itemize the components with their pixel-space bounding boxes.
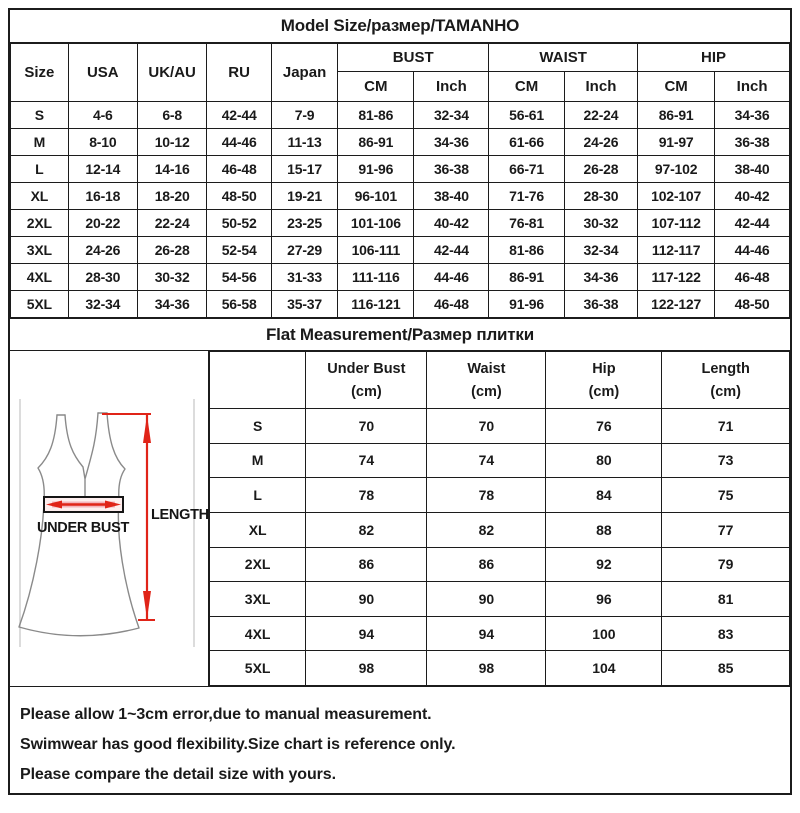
- note-line: Please allow 1~3cm error,due to manual measurement.: [20, 706, 432, 723]
- waist-cm-cell: 81-86: [489, 237, 565, 264]
- bust-cm-cell: 116-121: [338, 291, 414, 318]
- waist-cm-cell: 66-71: [489, 156, 565, 183]
- waist-inch-cell: 28-30: [564, 183, 637, 210]
- note-line: Please compare the detail size with yours.: [20, 766, 336, 783]
- hip-cell: 76: [546, 409, 662, 444]
- hip-cell: 96: [546, 582, 662, 617]
- hip-inch-cell: 40-42: [715, 183, 790, 210]
- hip-cm-cell: 107-112: [638, 210, 715, 237]
- hip-cm-cell: 97-102: [638, 156, 715, 183]
- hip-cell: 88: [546, 512, 662, 547]
- table-row: [11, 210, 790, 237]
- ru-cell: 42-44: [207, 102, 272, 129]
- bust-inch-cell: 36-38: [414, 156, 489, 183]
- waist-cell: 98: [427, 651, 546, 686]
- hip-cell: 100: [546, 616, 662, 651]
- japan-cell: 19-21: [271, 183, 337, 210]
- waist-inch-cell: 26-28: [564, 156, 637, 183]
- header-line1: Waist: [467, 360, 506, 377]
- table-row: [11, 237, 790, 264]
- table-row: [210, 443, 790, 478]
- table-row: [11, 156, 790, 183]
- under-bust-cell: 94: [306, 616, 427, 651]
- dress-diagram-svg: [10, 351, 209, 686]
- usa-cell: 20-22: [68, 210, 137, 237]
- waist-cell: 78: [427, 478, 546, 513]
- model-size-title: Model Size/размер/TAMANHO: [10, 10, 790, 43]
- waist-inch-cell: 22-24: [564, 102, 637, 129]
- ru-cell: 56-58: [207, 291, 272, 318]
- japan-cell: 11-13: [271, 129, 337, 156]
- col-header-under-bust: [306, 352, 427, 409]
- uk-au-cell: 14-16: [137, 156, 206, 183]
- bust-cm-cell: 106-111: [338, 237, 414, 264]
- hip-inch-cell: 48-50: [715, 291, 790, 318]
- japan-cell: 27-29: [271, 237, 337, 264]
- flat-measurement-title: Flat Measurement/Размер плитки: [10, 318, 790, 351]
- notes-block: [10, 686, 790, 793]
- waist-cell: 74: [427, 443, 546, 478]
- bust-cm-cell: 96-101: [338, 183, 414, 210]
- japan-cell: 23-25: [271, 210, 337, 237]
- under-bust-cell: 70: [306, 409, 427, 444]
- waist-cell: 82: [427, 512, 546, 547]
- size-label-cell: 3XL: [11, 237, 69, 264]
- under-bust-label: UNDER BUST: [36, 520, 130, 536]
- unit-header-hip-inch: Inch: [715, 72, 790, 102]
- hip-inch-cell: 42-44: [715, 210, 790, 237]
- length-label: LENGTH: [151, 507, 209, 523]
- size-label-cell: 5XL: [210, 651, 306, 686]
- hip-cell: 104: [546, 651, 662, 686]
- table-row: [11, 183, 790, 210]
- table-row: [210, 478, 790, 513]
- under-bust-cell: 78: [306, 478, 427, 513]
- ru-cell: 48-50: [207, 183, 272, 210]
- unit-header-bust-inch: Inch: [414, 72, 489, 102]
- bust-cm-cell: 86-91: [338, 129, 414, 156]
- waist-inch-cell: 32-34: [564, 237, 637, 264]
- col-header-length: [662, 352, 790, 409]
- size-label-cell: 2XL: [210, 547, 306, 582]
- size-label-cell: S: [11, 102, 69, 129]
- col-header-waist-flat: [427, 352, 546, 409]
- bust-inch-cell: 38-40: [414, 183, 489, 210]
- flat-measurement-section: [10, 351, 790, 686]
- bust-inch-cell: 32-34: [414, 102, 489, 129]
- waist-cell: 86: [427, 547, 546, 582]
- uk-au-cell: 10-12: [137, 129, 206, 156]
- table-row: [11, 102, 790, 129]
- unit-header-waist-inch: Inch: [564, 72, 637, 102]
- waist-cm-cell: 91-96: [489, 291, 565, 318]
- empty-header-cell: [210, 352, 306, 409]
- waist-cm-cell: 86-91: [489, 264, 565, 291]
- header-line2: (cm): [351, 383, 382, 400]
- hip-cm-cell: 91-97: [638, 129, 715, 156]
- table-row: [210, 651, 790, 686]
- size-label-cell: M: [11, 129, 69, 156]
- header-line2: (cm): [710, 383, 741, 400]
- header-line2: (cm): [588, 383, 620, 400]
- length-cell: 83: [662, 616, 790, 651]
- length-cell: 85: [662, 651, 790, 686]
- waist-cm-cell: 61-66: [489, 129, 565, 156]
- hip-inch-cell: 38-40: [715, 156, 790, 183]
- size-label-cell: L: [210, 478, 306, 513]
- length-cell: 71: [662, 409, 790, 444]
- hip-inch-cell: 46-48: [715, 264, 790, 291]
- size-label-cell: 4XL: [210, 616, 306, 651]
- uk-au-cell: 26-28: [137, 237, 206, 264]
- table-row: [11, 264, 790, 291]
- bust-inch-cell: 44-46: [414, 264, 489, 291]
- table-row: [210, 547, 790, 582]
- dress-diagram: [10, 351, 209, 686]
- size-label-cell: XL: [210, 512, 306, 547]
- length-cell: 73: [662, 443, 790, 478]
- bust-inch-cell: 46-48: [414, 291, 489, 318]
- waist-inch-cell: 30-32: [564, 210, 637, 237]
- hip-cm-cell: 86-91: [638, 102, 715, 129]
- hip-cm-cell: 112-117: [638, 237, 715, 264]
- under-bust-cell: 82: [306, 512, 427, 547]
- usa-cell: 16-18: [68, 183, 137, 210]
- ru-cell: 46-48: [207, 156, 272, 183]
- col-header-ru: RU: [207, 44, 272, 102]
- length-arrowhead-top: [143, 415, 151, 443]
- usa-cell: 12-14: [68, 156, 137, 183]
- header-line1: Under Bust: [327, 360, 406, 377]
- hip-cell: 92: [546, 547, 662, 582]
- size-label-cell: XL: [11, 183, 69, 210]
- hip-cell: 84: [546, 478, 662, 513]
- under-bust-cell: 98: [306, 651, 427, 686]
- ru-cell: 50-52: [207, 210, 272, 237]
- bust-cm-cell: 91-96: [338, 156, 414, 183]
- size-chart-sheet: [8, 8, 792, 795]
- col-header-hip-flat: [546, 352, 662, 409]
- col-header-japan: Japan: [271, 44, 337, 102]
- col-header-bust: BUST: [338, 44, 489, 72]
- usa-cell: 28-30: [68, 264, 137, 291]
- col-header-waist: WAIST: [489, 44, 638, 72]
- usa-cell: 4-6: [68, 102, 137, 129]
- hip-cm-cell: 117-122: [638, 264, 715, 291]
- uk-au-cell: 34-36: [137, 291, 206, 318]
- table-row: [210, 616, 790, 651]
- bust-inch-cell: 34-36: [414, 129, 489, 156]
- hip-inch-cell: 44-46: [715, 237, 790, 264]
- col-header-size: Size: [11, 44, 69, 102]
- under-bust-cell: 74: [306, 443, 427, 478]
- waist-cm-cell: 71-76: [489, 183, 565, 210]
- bust-cm-cell: 111-116: [338, 264, 414, 291]
- unit-header-bust-cm: CM: [338, 72, 414, 102]
- hip-cm-cell: 122-127: [638, 291, 715, 318]
- length-cell: 75: [662, 478, 790, 513]
- japan-cell: 31-33: [271, 264, 337, 291]
- header-line1: Hip: [592, 360, 616, 377]
- waist-cm-cell: 76-81: [489, 210, 565, 237]
- under-bust-cell: 86: [306, 547, 427, 582]
- length-cell: 79: [662, 547, 790, 582]
- hip-cm-cell: 102-107: [638, 183, 715, 210]
- size-label-cell: L: [11, 156, 69, 183]
- uk-au-cell: 6-8: [137, 102, 206, 129]
- hip-cell: 80: [546, 443, 662, 478]
- size-label-cell: M: [210, 443, 306, 478]
- waist-cell: 90: [427, 582, 546, 617]
- table-row: [11, 291, 790, 318]
- size-label-cell: 4XL: [11, 264, 69, 291]
- length-cell: 81: [662, 582, 790, 617]
- waist-cm-cell: 56-61: [489, 102, 565, 129]
- table-row: [11, 129, 790, 156]
- note-line: Swimwear has good flexibility.Size chart is reference only.: [20, 736, 456, 753]
- header-line1: Length: [701, 360, 750, 377]
- col-header-uk-au: UK/AU: [137, 44, 206, 102]
- col-header-usa: USA: [68, 44, 137, 102]
- usa-cell: 24-26: [68, 237, 137, 264]
- ru-cell: 44-46: [207, 129, 272, 156]
- size-label-cell: S: [210, 409, 306, 444]
- flat-table-body: [210, 409, 790, 686]
- length-cell: 77: [662, 512, 790, 547]
- uk-au-cell: 18-20: [137, 183, 206, 210]
- japan-cell: 7-9: [271, 102, 337, 129]
- uk-au-cell: 22-24: [137, 210, 206, 237]
- japan-cell: 15-17: [271, 156, 337, 183]
- waist-inch-cell: 36-38: [564, 291, 637, 318]
- length-arrowhead-bottom: [143, 591, 151, 619]
- bust-cm-cell: 101-106: [338, 210, 414, 237]
- unit-header-hip-cm: CM: [638, 72, 715, 102]
- bust-inch-cell: 40-42: [414, 210, 489, 237]
- ru-cell: 52-54: [207, 237, 272, 264]
- model-table-body: [11, 102, 790, 318]
- bust-cm-cell: 81-86: [338, 102, 414, 129]
- waist-inch-cell: 24-26: [564, 129, 637, 156]
- size-label-cell: 3XL: [210, 582, 306, 617]
- table-row: [210, 512, 790, 547]
- uk-au-cell: 30-32: [137, 264, 206, 291]
- waist-cell: 70: [427, 409, 546, 444]
- unit-header-waist-cm: CM: [489, 72, 565, 102]
- ru-cell: 54-56: [207, 264, 272, 291]
- usa-cell: 32-34: [68, 291, 137, 318]
- hip-inch-cell: 36-38: [715, 129, 790, 156]
- bust-inch-cell: 42-44: [414, 237, 489, 264]
- model-size-table: [10, 43, 790, 318]
- table-row: [210, 409, 790, 444]
- header-line2: (cm): [471, 383, 502, 400]
- hip-inch-cell: 34-36: [715, 102, 790, 129]
- japan-cell: 35-37: [271, 291, 337, 318]
- table-row: [210, 582, 790, 617]
- size-label-cell: 5XL: [11, 291, 69, 318]
- usa-cell: 8-10: [68, 129, 137, 156]
- waist-inch-cell: 34-36: [564, 264, 637, 291]
- col-header-hip: HIP: [638, 44, 790, 72]
- size-label-cell: 2XL: [11, 210, 69, 237]
- flat-measurement-table: [209, 351, 790, 686]
- waist-cell: 94: [427, 616, 546, 651]
- under-bust-cell: 90: [306, 582, 427, 617]
